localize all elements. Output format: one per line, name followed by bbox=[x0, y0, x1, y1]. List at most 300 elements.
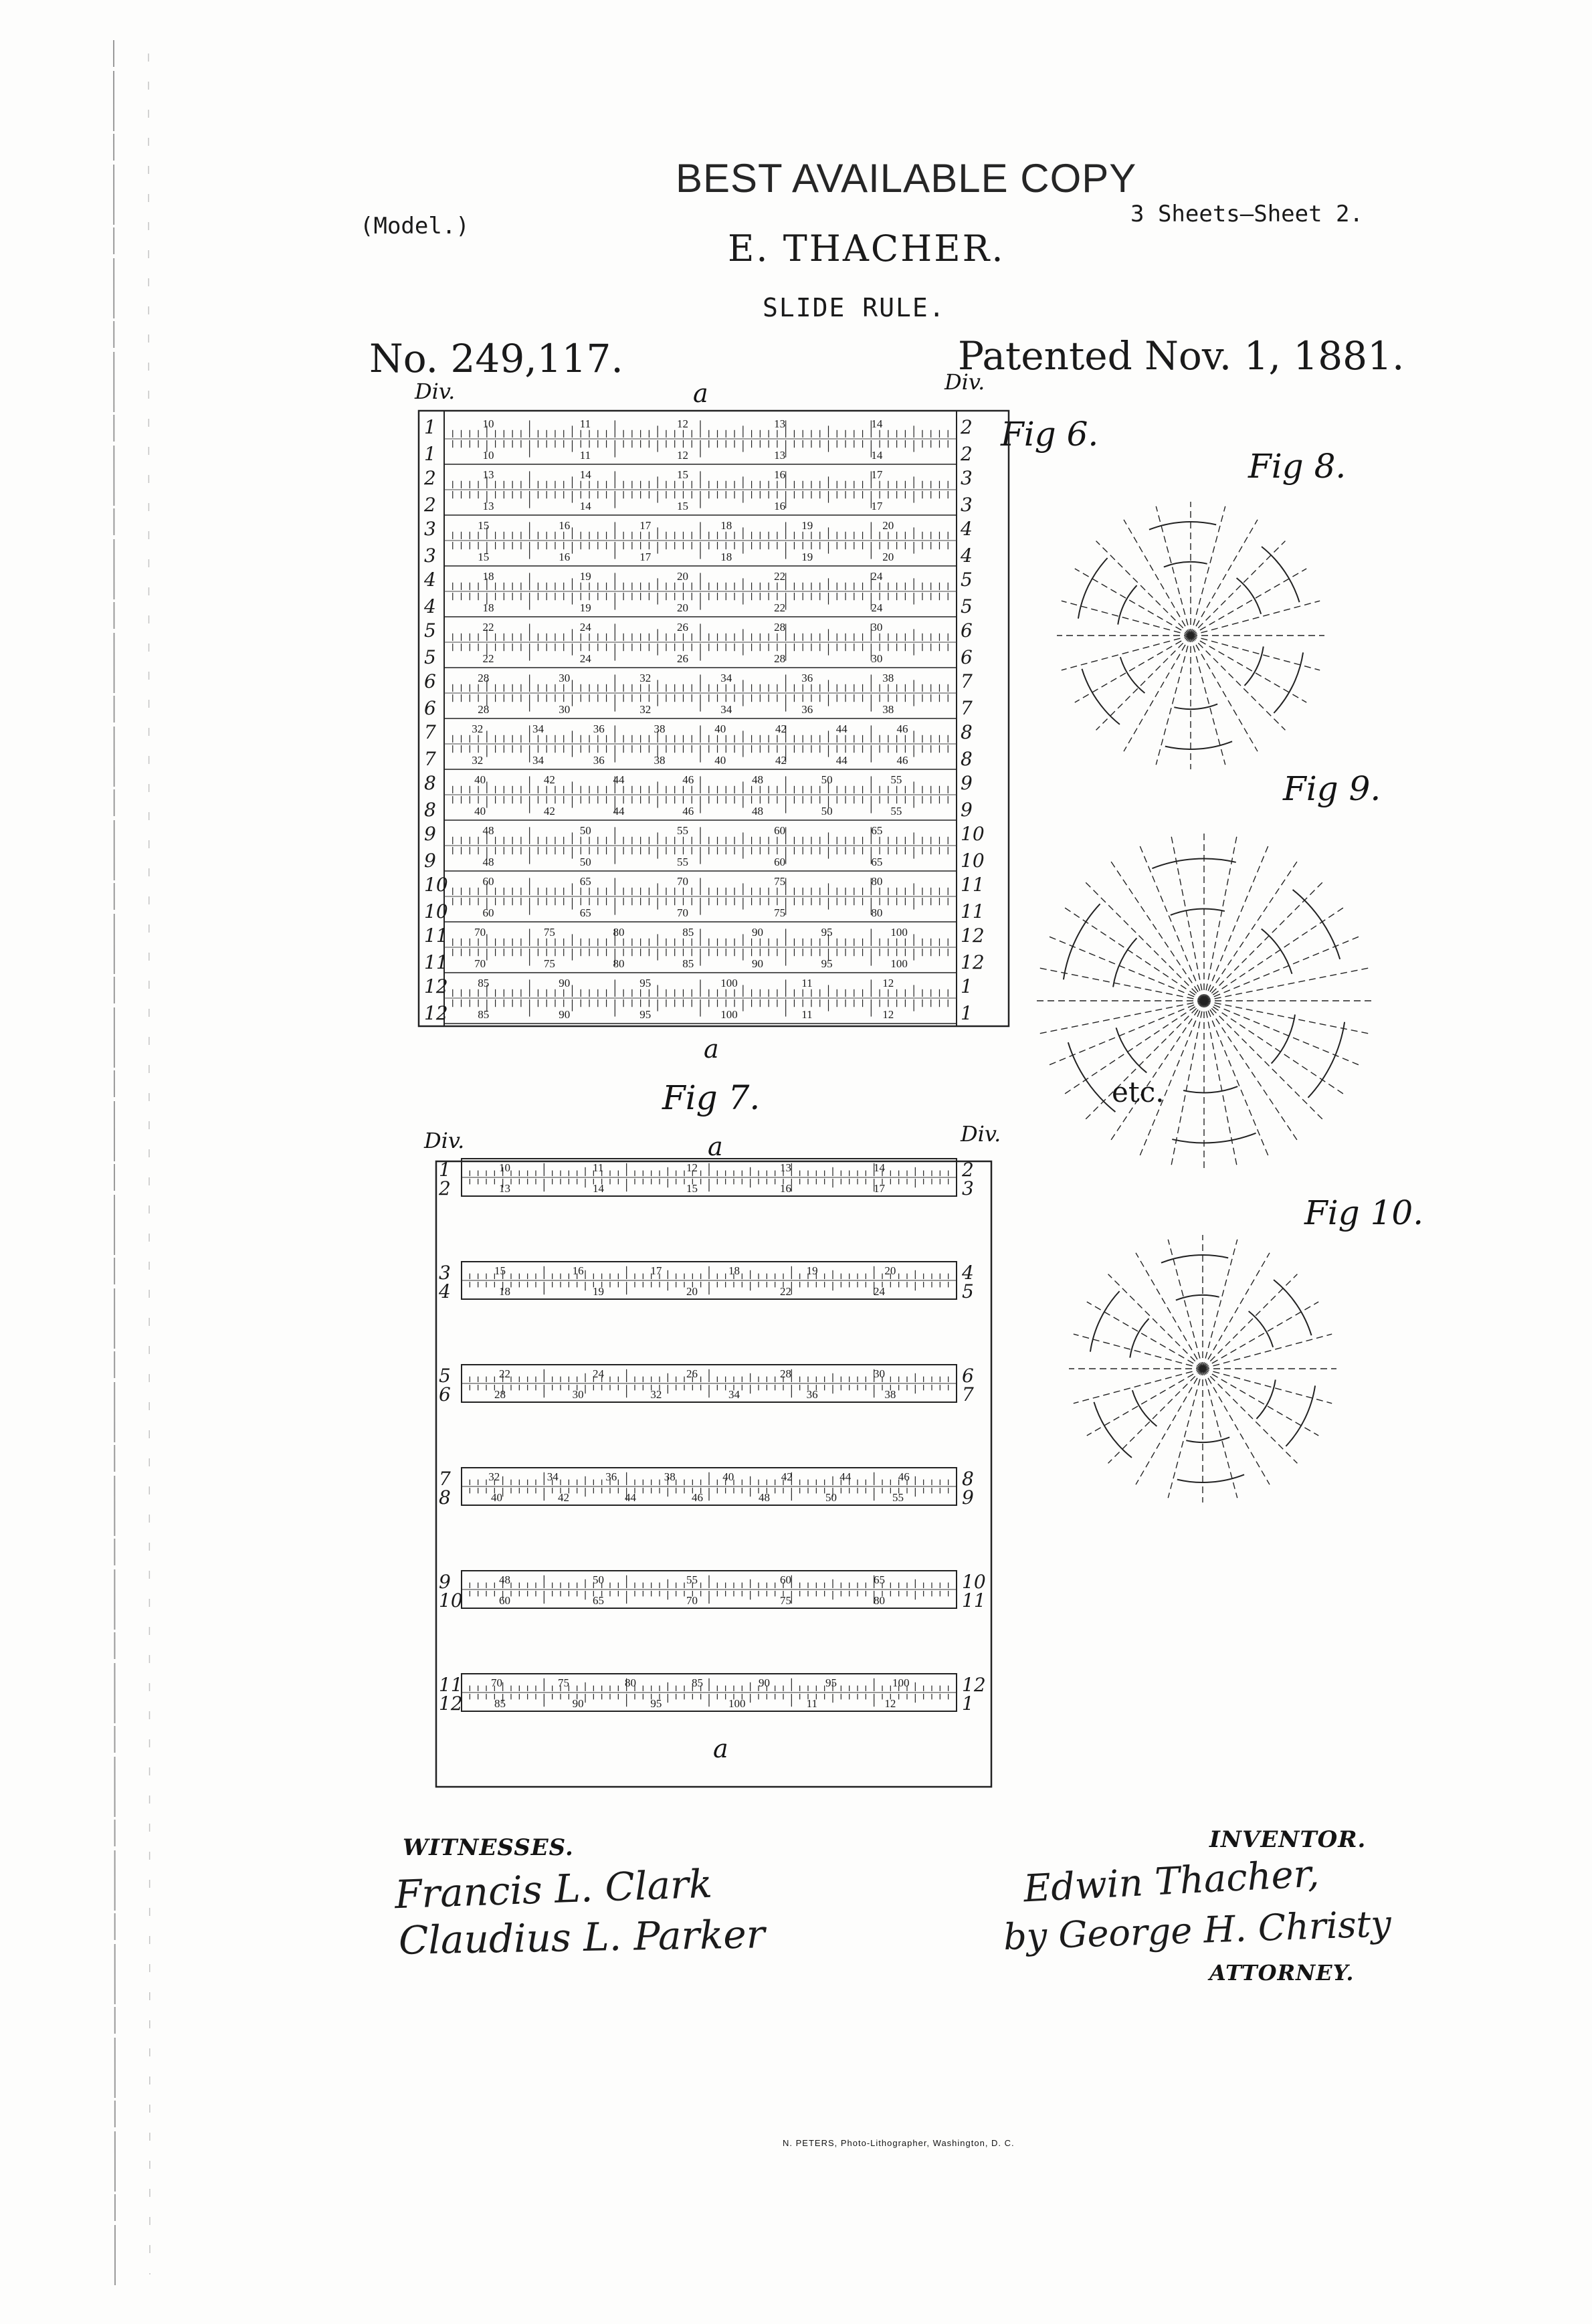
fig7-row-label-left: 8 bbox=[439, 1486, 451, 1509]
fig9-arc bbox=[1308, 1022, 1345, 1098]
fig7-letter-a-top: a bbox=[708, 1132, 723, 1161]
fig7-row-label-right: 4 bbox=[962, 1262, 974, 1284]
fig7-strip-slide-rule bbox=[428, 1149, 1017, 1792]
fig6-lower-mark-label: 85 bbox=[682, 957, 694, 970]
fig8-spoke bbox=[1191, 601, 1320, 636]
fig10-arc bbox=[1132, 1390, 1157, 1426]
fig6-lower-mark-label: 100 bbox=[720, 1008, 738, 1021]
fig6-lower-mark-label: 36 bbox=[801, 703, 813, 716]
fig9-spoke bbox=[1204, 968, 1368, 1001]
fig7-strip2-mark-label: 24 bbox=[593, 1367, 604, 1380]
fig6-row-label-right: 10 bbox=[961, 850, 985, 872]
fig6-upper-mark-label: 36 bbox=[801, 672, 813, 684]
fig8-radial-diagram bbox=[1043, 488, 1351, 796]
fig6-lower-mark-label: 65 bbox=[871, 856, 883, 868]
fig7-strip1-mark-label: 20 bbox=[686, 1285, 698, 1298]
fig7-strip1-mark-label: 16 bbox=[572, 1264, 584, 1277]
fig8-arc bbox=[1165, 741, 1232, 749]
fig6-upper-mark-label: 80 bbox=[613, 926, 625, 939]
fig6-row-label-right: 6 bbox=[961, 646, 973, 668]
fig7-strip3-mark-label: 38 bbox=[664, 1470, 676, 1483]
fig9-arc bbox=[1262, 929, 1292, 974]
fig6-upper-mark-label: 16 bbox=[559, 519, 571, 532]
fig6-row-label-right: 5 bbox=[961, 569, 973, 591]
fig9-arc bbox=[1293, 890, 1340, 959]
fig7-strip3-mark-label: 42 bbox=[781, 1470, 793, 1483]
fig6-label: Fig 6. bbox=[1001, 415, 1099, 454]
fig9-spoke bbox=[1040, 1001, 1204, 1034]
fig6-row-label-right: 1 bbox=[961, 1002, 973, 1024]
fig7-strip0-mark-label: 10 bbox=[499, 1161, 510, 1174]
fig6-lower-mark-label: 90 bbox=[751, 957, 763, 970]
fig6-lower-mark-label: 24 bbox=[871, 601, 883, 614]
fig6-row-label-left: 2 bbox=[424, 494, 436, 516]
fig6-upper-mark-label: 11 bbox=[801, 977, 813, 989]
fig6-upper-mark-label: 32 bbox=[639, 672, 652, 684]
model-label: (Model.) bbox=[360, 213, 470, 239]
fig6-row-label-left: 7 bbox=[424, 721, 436, 743]
fig6-lower-mark-label: 15 bbox=[676, 500, 688, 512]
fig6-lower-mark-label: 18 bbox=[720, 551, 732, 563]
fig6-row-label-left: 4 bbox=[424, 595, 436, 617]
fig6-lower-mark-label: 75 bbox=[774, 906, 786, 919]
fig6-lower-mark-label: 11 bbox=[801, 1008, 813, 1021]
fig7-strip2-mark-label: 28 bbox=[494, 1388, 506, 1401]
fig7-strip0-mark-label: 14 bbox=[593, 1182, 604, 1195]
fig7-strip5-mark-label: 95 bbox=[650, 1697, 662, 1710]
fig6-lower-mark-label: 34 bbox=[532, 754, 544, 767]
fig6-upper-mark-label: 26 bbox=[676, 621, 688, 634]
fig6-upper-mark-label: 90 bbox=[751, 926, 763, 939]
fig6-row-label-right: 7 bbox=[961, 670, 973, 692]
fig6-lower-mark-label: 50 bbox=[821, 805, 833, 817]
fig6-upper-mark-label: 70 bbox=[676, 875, 688, 888]
fig7-strip3-mark-label: 55 bbox=[892, 1491, 904, 1504]
fig10-radial-diagram bbox=[1056, 1222, 1363, 1529]
fig6-upper-mark-label: 24 bbox=[871, 570, 883, 583]
fig9-spoke bbox=[1111, 1001, 1204, 1140]
fig6-lower-mark-label: 12 bbox=[882, 1008, 894, 1021]
fig10-spoke bbox=[1203, 1369, 1270, 1484]
fig7-strip3-mark-label: 44 bbox=[625, 1491, 636, 1504]
fig7-row-label-left: 4 bbox=[439, 1280, 451, 1302]
fig8-arc bbox=[1164, 562, 1207, 567]
fig10-arc bbox=[1186, 1437, 1229, 1442]
fig6-row-label-left: 4 bbox=[424, 569, 436, 591]
fig6-upper-mark-label: 18 bbox=[720, 519, 732, 532]
fig6-upper-mark-label: 100 bbox=[890, 926, 908, 939]
fig7-strip3-mark-label: 46 bbox=[898, 1470, 910, 1483]
fig7-strip1-mark-label: 22 bbox=[780, 1285, 791, 1298]
fig8-spoke bbox=[1096, 541, 1191, 636]
fig9-spoke bbox=[1204, 846, 1268, 1001]
fig6-upper-mark-label: 22 bbox=[482, 621, 494, 634]
fig6-lower-mark-label: 32 bbox=[472, 754, 484, 767]
fig6-row-label-right: 1 bbox=[961, 975, 973, 997]
fig6-row-label-left: 3 bbox=[424, 518, 436, 540]
fig6-upper-mark-label: 22 bbox=[774, 570, 786, 583]
fig6-lower-mark-label: 15 bbox=[478, 551, 490, 563]
fig6-lower-mark-label: 95 bbox=[639, 1008, 652, 1021]
fig6-upper-mark-label: 12 bbox=[676, 417, 688, 430]
fig8-center-point bbox=[1188, 633, 1193, 638]
inventor-label: INVENTOR. bbox=[1209, 1826, 1367, 1853]
fig6-upper-mark-label: 32 bbox=[472, 722, 484, 735]
fig6-row-label-right: 12 bbox=[961, 951, 985, 973]
inventor-signature: Edwin Thacher, bbox=[1022, 1852, 1320, 1911]
fig6-row-label-left: 12 bbox=[424, 975, 448, 997]
fig6-upper-mark-label: 28 bbox=[774, 621, 786, 634]
fig6-row-label-left: 9 bbox=[424, 823, 436, 845]
fig6-row-label-right: 3 bbox=[961, 467, 973, 489]
fig6-upper-mark-label: 80 bbox=[871, 875, 883, 888]
fig7-strip5-mark-label: 100 bbox=[892, 1676, 910, 1689]
fig6-upper-mark-label: 15 bbox=[478, 519, 490, 532]
fig6-lower-mark-label: 55 bbox=[890, 805, 902, 817]
fig6-lower-mark-label: 14 bbox=[871, 449, 883, 462]
patent-date: Patented Nov. 1, 1881. bbox=[958, 333, 1405, 379]
fig6-upper-mark-label: 95 bbox=[639, 977, 652, 989]
fig6-row-label-left: 3 bbox=[424, 545, 436, 567]
fig6-lower-mark-label: 75 bbox=[543, 957, 555, 970]
fig6-upper-mark-label: 55 bbox=[890, 773, 902, 786]
fig9-spoke bbox=[1140, 846, 1204, 1001]
fig6-upper-mark-label: 44 bbox=[613, 773, 625, 786]
fig6-lower-mark-label: 10 bbox=[482, 449, 494, 462]
witness-2-signature: Claudius L. Parker bbox=[398, 1911, 765, 1963]
fig6-row-label-left: 10 bbox=[424, 900, 448, 923]
fig6-lower-mark-label: 55 bbox=[676, 856, 688, 868]
fig6-upper-mark-label: 34 bbox=[532, 722, 544, 735]
fig10-center-point bbox=[1200, 1366, 1205, 1371]
fig7-row-label-right: 3 bbox=[962, 1177, 974, 1199]
fig6-upper-mark-label: 15 bbox=[676, 468, 688, 481]
fig6-lower-mark-label: 13 bbox=[774, 449, 786, 462]
fig6-row-label-left: 12 bbox=[424, 1002, 448, 1024]
fig6-upper-mark-label: 38 bbox=[654, 722, 666, 735]
fig7-strip1-mark-label: 18 bbox=[499, 1285, 510, 1298]
fig6-lower-mark-label: 60 bbox=[482, 906, 494, 919]
fig6-lower-mark-label: 22 bbox=[774, 601, 786, 614]
fig6-row-label-left: 11 bbox=[424, 925, 448, 947]
fig6-upper-mark-label: 50 bbox=[821, 773, 833, 786]
fig6-lower-mark-label: 46 bbox=[896, 754, 908, 767]
fig7-strip0-mark-label: 17 bbox=[874, 1182, 885, 1195]
fig10-arc bbox=[1094, 1402, 1132, 1458]
fig7-row-label-right: 10 bbox=[962, 1571, 986, 1593]
witnesses-label: WITNESSES. bbox=[403, 1834, 574, 1861]
fig8-arc bbox=[1237, 578, 1262, 614]
fig6-lower-mark-label: 80 bbox=[871, 906, 883, 919]
fig6-row-label-right: 4 bbox=[961, 545, 973, 567]
fig7-row-label-right: 11 bbox=[962, 1589, 986, 1612]
fig6-row-label-left: 7 bbox=[424, 748, 436, 770]
fig7-div-label-right: Div. bbox=[961, 1121, 1001, 1147]
fig10-spoke bbox=[1136, 1369, 1203, 1484]
fig6-lower-mark-label: 17 bbox=[871, 500, 883, 512]
fig6-lower-mark-label: 34 bbox=[720, 703, 732, 716]
fig6-lower-mark-label: 32 bbox=[639, 703, 652, 716]
fig6-lower-mark-label: 100 bbox=[890, 957, 908, 970]
fig7-label: Fig 7. bbox=[662, 1078, 761, 1117]
fig7-row-label-right: 7 bbox=[962, 1383, 974, 1406]
fig8-label: Fig 8. bbox=[1248, 447, 1347, 486]
fig7-strip3-mark-label: 46 bbox=[692, 1491, 703, 1504]
fig6-upper-mark-label: 55 bbox=[676, 824, 688, 837]
fig8-arc bbox=[1120, 657, 1145, 693]
fig6-row-label-left: 10 bbox=[424, 874, 448, 896]
fig7-strip5-mark-label: 12 bbox=[884, 1697, 896, 1710]
fig6-row-label-right: 9 bbox=[961, 799, 973, 821]
fig9-label: Fig 9. bbox=[1283, 769, 1381, 808]
fig7-row-label-left: 2 bbox=[439, 1177, 451, 1199]
fig7-strip1-mark-label: 19 bbox=[806, 1264, 818, 1277]
fig6-lower-mark-label: 30 bbox=[871, 652, 883, 665]
fig10-spoke bbox=[1203, 1253, 1270, 1369]
fig7-strip4-mark-label: 50 bbox=[593, 1573, 604, 1586]
fig6-lower-mark-label: 44 bbox=[613, 805, 625, 817]
fig6-letter-a-bottom: a bbox=[704, 1034, 719, 1064]
fig6-upper-mark-label: 65 bbox=[579, 875, 591, 888]
fig7-row-label-left: 10 bbox=[439, 1589, 463, 1612]
fig7-strip3-mark-label: 44 bbox=[839, 1470, 852, 1483]
fig7-strip1-mark-label: 15 bbox=[494, 1264, 506, 1277]
fig6-lower-mark-label: 28 bbox=[478, 703, 490, 716]
fig6-upper-mark-label: 60 bbox=[774, 824, 786, 837]
fig8-spoke bbox=[1124, 520, 1191, 636]
fig6-row-label-right: 6 bbox=[961, 619, 973, 642]
best-available-copy-stamp: BEST AVAILABLE COPY bbox=[676, 156, 1137, 201]
fig8-spoke bbox=[1191, 636, 1258, 751]
fig9-etc-text: etc. bbox=[1112, 1076, 1165, 1108]
fig6-lower-mark-label: 11 bbox=[579, 449, 591, 462]
fig7-letter-a-bottom: a bbox=[713, 1734, 728, 1763]
fig10-spoke bbox=[1136, 1253, 1203, 1369]
fig7-strip1-mark-label: 18 bbox=[728, 1264, 740, 1277]
fig7-strip4-mark-label: 65 bbox=[874, 1573, 885, 1586]
fig6-row-label-right: 2 bbox=[961, 416, 973, 438]
fig7-div-label-left: Div. bbox=[424, 1128, 465, 1153]
fig10-spoke bbox=[1108, 1274, 1203, 1369]
fig7-row-label-left: 5 bbox=[439, 1365, 451, 1387]
fig7-strip4-mark-label: 48 bbox=[499, 1573, 510, 1586]
fig6-upper-mark-label: 42 bbox=[775, 722, 787, 735]
fig7-strip3-mark-label: 32 bbox=[488, 1470, 500, 1483]
fig6-upper-mark-label: 42 bbox=[543, 773, 555, 786]
fig6-lower-mark-label: 90 bbox=[559, 1008, 571, 1021]
fig9-arc bbox=[1272, 1015, 1295, 1064]
fig6-lower-mark-label: 48 bbox=[482, 856, 494, 868]
fig6-upper-mark-label: 60 bbox=[482, 875, 494, 888]
fig10-spoke bbox=[1203, 1240, 1237, 1369]
fig8-spoke bbox=[1191, 506, 1225, 636]
fig6-row-label-right: 10 bbox=[961, 823, 985, 845]
fig6-row-label-right: 11 bbox=[961, 900, 985, 923]
fig6-lower-mark-label: 16 bbox=[559, 551, 571, 563]
fig6-upper-mark-label: 13 bbox=[482, 468, 494, 481]
fig6-upper-mark-label: 30 bbox=[871, 621, 883, 634]
fig6-lower-mark-label: 16 bbox=[774, 500, 786, 512]
fig6-upper-mark-label: 65 bbox=[871, 824, 883, 837]
fig6-lower-mark-label: 36 bbox=[593, 754, 605, 767]
fig6-upper-mark-label: 20 bbox=[676, 570, 688, 583]
fig6-lower-mark-label: 46 bbox=[682, 805, 694, 817]
fig6-lower-mark-label: 50 bbox=[579, 856, 591, 868]
fig7-strip5-mark-label: 85 bbox=[692, 1676, 703, 1689]
fig6-lower-mark-label: 42 bbox=[543, 805, 555, 817]
fig7-strip1-mark-label: 20 bbox=[884, 1264, 896, 1277]
fig6-lower-mark-label: 85 bbox=[478, 1008, 490, 1021]
fig7-strip3-mark-label: 40 bbox=[722, 1470, 734, 1483]
fig10-spoke bbox=[1203, 1334, 1332, 1369]
fig9-spoke bbox=[1111, 862, 1204, 1001]
fig7-strip5-mark-label: 85 bbox=[494, 1697, 506, 1710]
fig7-strip5-mark-label: 90 bbox=[759, 1676, 770, 1689]
fig6-upper-mark-label: 14 bbox=[871, 417, 883, 430]
fig9-arc bbox=[1171, 909, 1225, 915]
fig6-upper-mark-label: 90 bbox=[559, 977, 571, 989]
fig6-upper-mark-label: 36 bbox=[593, 722, 605, 735]
fig6-upper-mark-label: 75 bbox=[774, 875, 786, 888]
fig6-upper-mark-label: 13 bbox=[774, 417, 786, 430]
fig6-lower-mark-label: 18 bbox=[482, 601, 494, 614]
lithographer-credit: N. PETERS, Photo-Lithographer, Washington, D. C. bbox=[783, 2138, 1015, 2148]
fig7-row-label-right: 12 bbox=[962, 1674, 986, 1696]
fig7-strip2-mark-label: 32 bbox=[650, 1388, 662, 1401]
fig7-strip4-mark-label: 60 bbox=[499, 1594, 510, 1607]
fig7-strip3-mark-label: 34 bbox=[546, 1470, 559, 1483]
fig6-row-label-right: 5 bbox=[961, 595, 973, 617]
sheet-count: 3 Sheets—Sheet 2. bbox=[1130, 201, 1363, 227]
fig7-strip3-mark-label: 50 bbox=[825, 1491, 837, 1504]
fig6-upper-mark-label: 11 bbox=[579, 417, 591, 430]
fig6-row-label-right: 7 bbox=[961, 697, 973, 719]
fig6-lower-mark-label: 13 bbox=[482, 500, 494, 512]
fig9-spoke bbox=[1204, 1001, 1297, 1140]
fig6-row-label-right: 8 bbox=[961, 748, 973, 770]
fig6-upper-mark-label: 20 bbox=[882, 519, 894, 532]
fig7-row-label-right: 8 bbox=[962, 1468, 974, 1490]
fig7-strip4-mark-label: 75 bbox=[780, 1594, 791, 1607]
fig7-strip2-mark-label: 34 bbox=[728, 1388, 740, 1401]
fig6-lower-mark-label: 48 bbox=[751, 805, 763, 817]
fig7-row-label-left: 11 bbox=[439, 1674, 463, 1696]
fig7-strip0-mark-label: 16 bbox=[780, 1182, 791, 1195]
fig7-strip2-mark-label: 22 bbox=[499, 1367, 510, 1380]
fig8-spoke bbox=[1191, 520, 1258, 636]
fig6-lower-mark-label: 19 bbox=[579, 601, 591, 614]
fig6-upper-mark-label: 10 bbox=[482, 417, 494, 430]
fig7-strip4-mark-label: 55 bbox=[686, 1573, 698, 1586]
fig7-row-label-right: 1 bbox=[962, 1692, 974, 1715]
fig10-arc bbox=[1249, 1311, 1274, 1347]
fig6-lower-mark-label: 70 bbox=[676, 906, 688, 919]
fig8-arc bbox=[1149, 522, 1216, 530]
fig6-lower-mark-label: 60 bbox=[774, 856, 786, 868]
fig6-row-label-left: 6 bbox=[424, 670, 436, 692]
fig6-row-label-right: 12 bbox=[961, 925, 985, 947]
fig7-row-label-right: 5 bbox=[962, 1280, 974, 1302]
fig6-upper-mark-label: 40 bbox=[474, 773, 486, 786]
fig7-strip5-mark-label: 70 bbox=[491, 1676, 502, 1689]
fig9-arc bbox=[1068, 1042, 1116, 1112]
fig8-spoke bbox=[1191, 636, 1285, 730]
fig7-strip0-mark-label: 13 bbox=[780, 1161, 791, 1174]
fig6-row-label-right: 11 bbox=[961, 874, 985, 896]
fig10-spoke bbox=[1168, 1369, 1203, 1498]
fig6-lower-mark-label: 80 bbox=[613, 957, 625, 970]
fig6-upper-mark-label: 85 bbox=[682, 926, 694, 939]
fig9-arc bbox=[1064, 904, 1100, 979]
fig7-strip5-mark-label: 11 bbox=[806, 1697, 818, 1710]
fig6-lower-mark-label: 95 bbox=[821, 957, 833, 970]
fig7-strip2-mark-label: 26 bbox=[686, 1367, 698, 1380]
fig6-lower-mark-label: 22 bbox=[482, 652, 494, 665]
fig9-arc bbox=[1113, 938, 1136, 987]
fig7-strip4-mark-label: 65 bbox=[593, 1594, 604, 1607]
fig6-lower-mark-label: 28 bbox=[774, 652, 786, 665]
fig7-strip2-mark-label: 30 bbox=[572, 1388, 584, 1401]
fig7-row-label-right: 2 bbox=[962, 1159, 974, 1181]
fig9-arc bbox=[1116, 1028, 1147, 1072]
fig7-row-label-right: 6 bbox=[962, 1365, 974, 1387]
fig6-upper-mark-label: 40 bbox=[714, 722, 726, 735]
fig6-lower-mark-label: 40 bbox=[714, 754, 726, 767]
fig7-strip1-mark-label: 17 bbox=[650, 1264, 662, 1277]
fig6-upper-mark-label: 19 bbox=[801, 519, 813, 532]
fig6-lower-mark-label: 30 bbox=[559, 703, 571, 716]
fig9-arc bbox=[1152, 859, 1235, 869]
fig7-strip5-mark-label: 80 bbox=[625, 1676, 636, 1689]
fig6-upper-mark-label: 75 bbox=[543, 926, 555, 939]
inventor-name-heading: E. THACHER. bbox=[728, 227, 1005, 270]
fig7-strip2-mark-label: 38 bbox=[884, 1388, 896, 1401]
fig9-spoke bbox=[1204, 1001, 1322, 1119]
fig7-row-label-left: 1 bbox=[439, 1159, 451, 1181]
witness-1-signature: Francis L. Clark bbox=[393, 1860, 713, 1918]
fig9-arc bbox=[1172, 1133, 1256, 1143]
fig7-strip1-mark-label: 24 bbox=[874, 1285, 885, 1298]
fig6-lower-mark-label: 12 bbox=[676, 449, 688, 462]
fig7-row-label-left: 7 bbox=[439, 1468, 451, 1490]
fig6-upper-mark-label: 100 bbox=[720, 977, 738, 989]
fig7-strip5-mark-label: 90 bbox=[572, 1697, 584, 1710]
fig9-spoke bbox=[1204, 1001, 1268, 1155]
fig8-arc bbox=[1082, 669, 1120, 724]
fig6-lower-mark-label: 65 bbox=[579, 906, 591, 919]
fig6-upper-mark-label: 70 bbox=[474, 926, 486, 939]
fig6-lower-mark-label: 24 bbox=[579, 652, 591, 665]
fig9-center-point bbox=[1201, 998, 1207, 1003]
fig6-row-label-left: 9 bbox=[424, 850, 436, 872]
fig8-arc bbox=[1174, 704, 1217, 709]
fig6-lower-mark-label: 40 bbox=[474, 805, 486, 817]
fig6-lower-mark-label: 19 bbox=[801, 551, 813, 563]
fig7-row-label-left: 12 bbox=[439, 1692, 463, 1715]
fig6-upper-mark-label: 38 bbox=[882, 672, 894, 684]
fig6-upper-mark-label: 34 bbox=[720, 672, 732, 684]
fig6-upper-mark-label: 44 bbox=[835, 722, 848, 735]
fig6-upper-mark-label: 48 bbox=[482, 824, 494, 837]
fig6-upper-mark-label: 14 bbox=[579, 468, 591, 481]
fig6-lower-mark-label: 38 bbox=[654, 754, 666, 767]
fig7-strip3-mark-label: 48 bbox=[759, 1491, 770, 1504]
fig7-strip0-mark-label: 13 bbox=[499, 1182, 510, 1195]
fig6-row-label-left: 5 bbox=[424, 619, 436, 642]
fig6-row-label-right: 9 bbox=[961, 772, 973, 794]
fig6-lower-mark-label: 42 bbox=[775, 754, 787, 767]
fig6-lower-mark-label: 70 bbox=[474, 957, 486, 970]
